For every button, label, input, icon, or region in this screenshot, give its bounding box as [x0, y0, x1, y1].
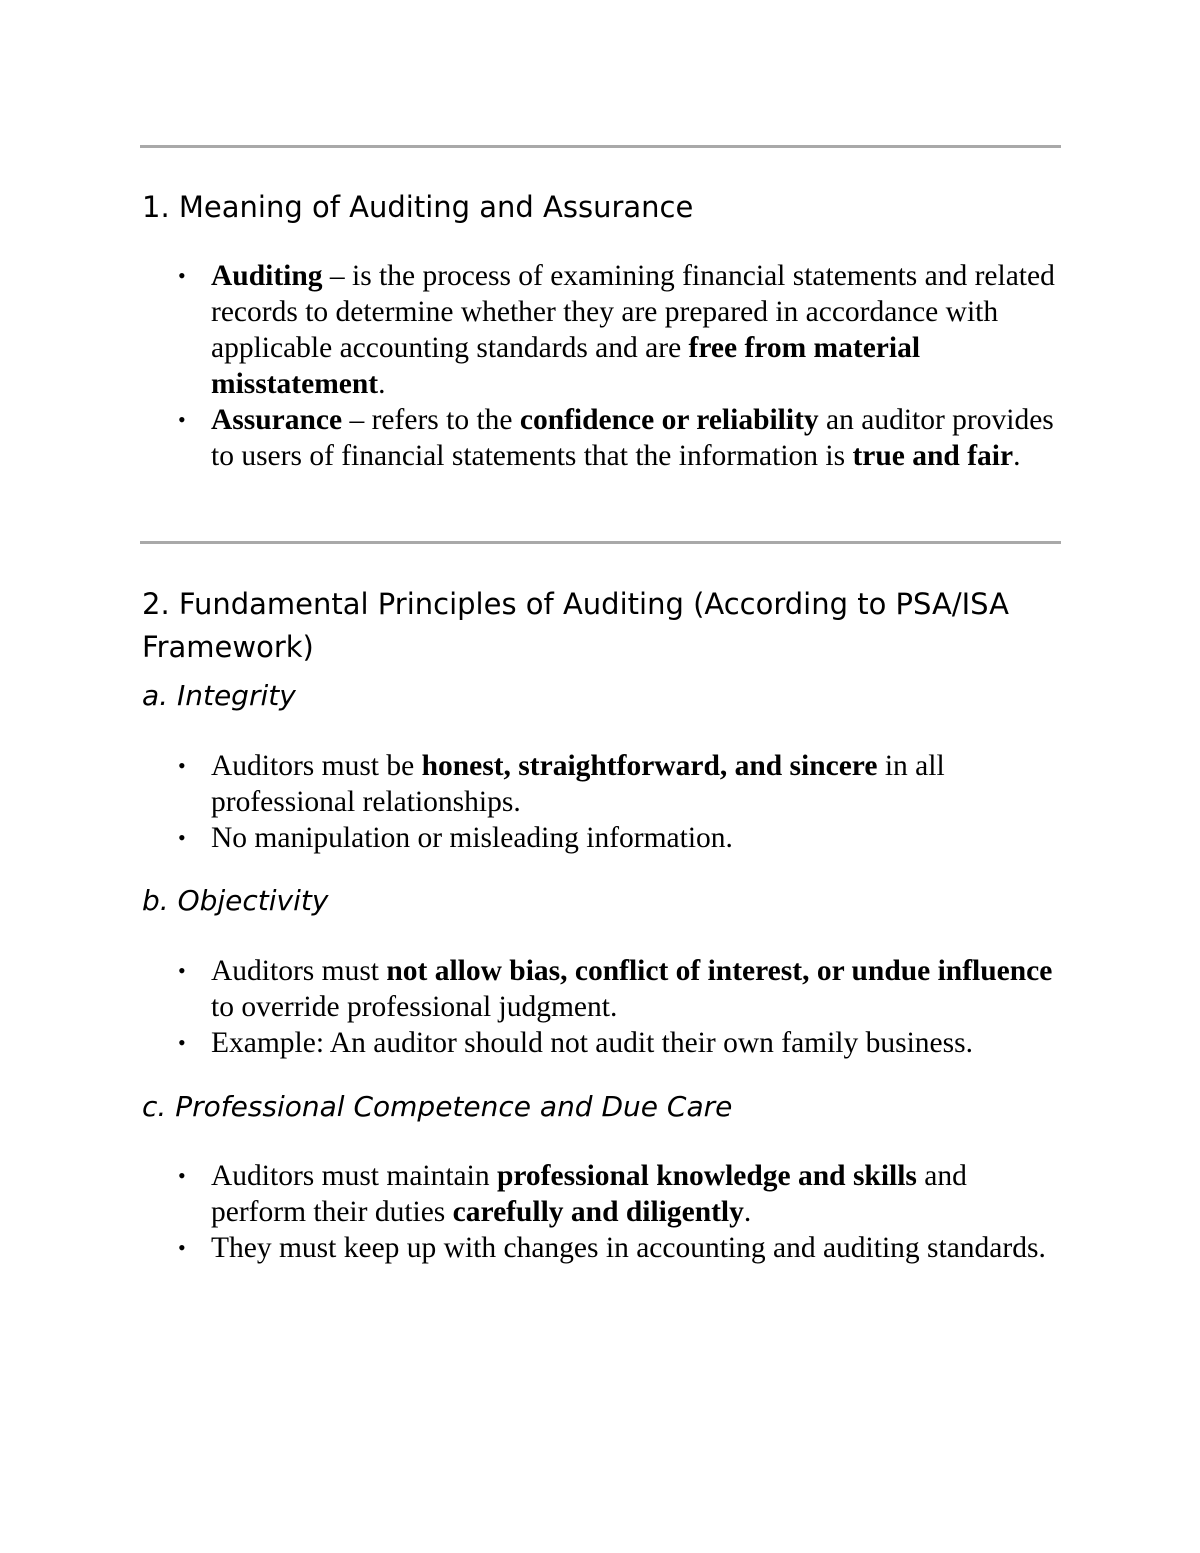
- term-assurance: Assurance: [211, 404, 343, 436]
- body-text: .: [743, 1196, 752, 1228]
- bullet-icon: •: [178, 263, 186, 288]
- list-item: [178, 1158, 1066, 1230]
- bullet-icon: •: [178, 1235, 186, 1260]
- bullet-icon: •: [178, 1163, 186, 1188]
- emphasis-text: professional knowledge and skills: [496, 1160, 917, 1192]
- body-text: Example: An auditor should not audit their own family business.: [211, 1027, 973, 1059]
- body-text: They must keep up with changes in accounting and auditing standards.: [211, 1232, 1046, 1264]
- emphasis-text: free from material misstatement: [211, 332, 921, 400]
- list-item: [178, 820, 1066, 856]
- bullet-icon: •: [178, 958, 186, 983]
- term-auditing: Auditing: [211, 260, 323, 292]
- bullet-icon: •: [178, 753, 186, 778]
- body-text: Auditors must maintain: [211, 1160, 497, 1192]
- emphasis-text: carefully and diligently: [452, 1196, 744, 1228]
- body-text: Auditors must: [211, 955, 387, 987]
- emphasis-text: honest, straightforward, and sincere: [421, 750, 878, 782]
- subsection-heading-objectivity: b. Objectivity: [142, 884, 329, 917]
- body-text: to override professional judgment.: [211, 991, 618, 1023]
- objectivity-bullet-list: [178, 953, 1066, 1061]
- list-item: [178, 1025, 1066, 1061]
- integrity-bullet-list: [178, 748, 1066, 856]
- subsection-heading-competence: c. Professional Competence and Due Care: [142, 1090, 733, 1123]
- list-item: [178, 402, 1066, 474]
- emphasis-text: not allow bias, conflict of interest, or undue influence: [386, 955, 1053, 987]
- emphasis-text: confidence or reliability: [519, 404, 819, 436]
- list-item: [178, 748, 1066, 820]
- bullet-icon: •: [178, 407, 186, 432]
- definition-text: – refers to the: [342, 404, 520, 436]
- subsection-heading-integrity: a. Integrity: [142, 679, 296, 712]
- definition-text: .: [378, 368, 386, 400]
- emphasis-text: true and fair: [852, 440, 1014, 472]
- definition-text: an auditor provides to users of financial statements that the information is: [211, 404, 1054, 472]
- section-1-bullet-list: [178, 258, 1066, 474]
- list-item: [178, 953, 1066, 1025]
- bullet-icon: •: [178, 825, 186, 850]
- section-1-heading: 1. Meaning of Auditing and Assurance: [142, 190, 694, 224]
- list-item: [178, 258, 1066, 402]
- body-text: in all professional relationships.: [211, 750, 945, 818]
- body-text: Auditors must be: [211, 750, 422, 782]
- competence-bullet-list: [178, 1158, 1066, 1266]
- bullet-icon: •: [178, 1030, 186, 1055]
- definition-text: – is the process of examining financial statements and related records to determine whether they are prepared in accordance with applicable accounting standards and are: [211, 260, 1055, 364]
- body-text: No manipulation or misleading information.: [211, 822, 733, 854]
- list-item: [178, 1230, 1066, 1266]
- section-2-heading: 2. Fundamental Principles of Auditing (According to PSA/ISA Framework): [142, 587, 1009, 664]
- definition-text: .: [1013, 440, 1021, 472]
- body-text: and perform their duties: [211, 1160, 967, 1228]
- horizontal-rule: [140, 541, 1061, 544]
- horizontal-rule: [140, 145, 1061, 148]
